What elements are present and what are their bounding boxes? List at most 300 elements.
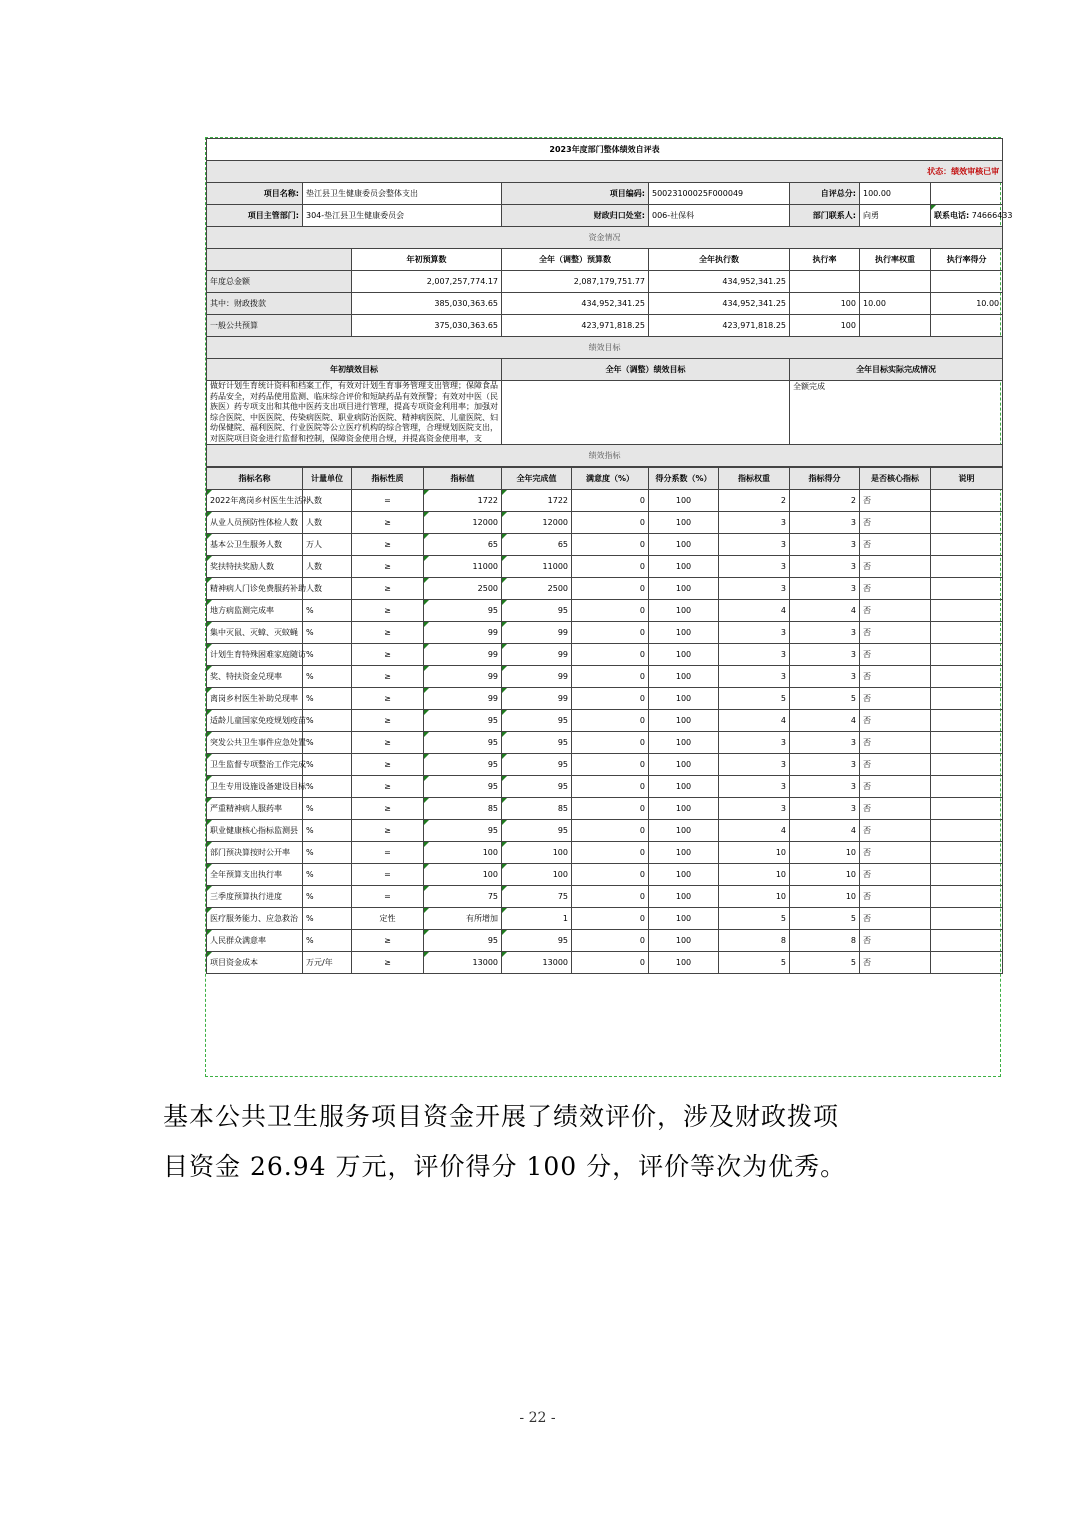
indicator-target-cell: 12000 [424,512,502,534]
indicator-actual-cell: 12000 [502,512,572,534]
indicator-nature-cell: ≥ [352,578,424,600]
indicator-nature-cell: ≥ [352,798,424,820]
indicator-name-cell: 人民群众满意率 [207,930,303,952]
indicator-nature-cell: ≥ [352,930,424,952]
indicator-weight-cell: 3 [719,798,790,820]
indicator-nature-cell: ≥ [352,666,424,688]
indicator-name-cell: 突发公共卫生事件应急处置 [207,732,303,754]
indicator-unit-cell: % [303,798,352,820]
indicator-note-cell [931,754,1003,776]
indicator-sat-cell: 0 [572,622,649,644]
funds-header: 执行率权重 [860,249,931,271]
indicator-score-cell: 5 [790,688,860,710]
indicators-body [207,490,1003,974]
indicator-core-cell: 否 [860,622,931,644]
indicator-core-cell: 否 [860,710,931,732]
indicator-actual-cell: 99 [502,644,572,666]
empty-cell [931,183,1003,205]
indicator-name-cell: 精神病人门诊免费服药补助 [207,578,303,600]
indicator-core-cell: 否 [860,798,931,820]
indicator-row [207,710,1003,732]
indicator-target-cell: 95 [424,600,502,622]
indicator-unit-cell: % [303,864,352,886]
self-score: 100.00 [860,183,931,205]
indicator-name-cell: 项目资金成本 [207,952,303,974]
indicator-name-cell: 卫生专用设施设备建设目标 [207,776,303,798]
indicator-target-cell: 有所增加 [424,908,502,930]
indicator-unit-cell: % [303,666,352,688]
indicator-score-cell: 3 [790,798,860,820]
indicator-coef-cell: 100 [649,820,719,842]
indicator-unit-cell: % [303,732,352,754]
indicator-weight-cell: 5 [719,952,790,974]
indicator-score-cell: 10 [790,864,860,886]
indicator-coef-cell: 100 [649,644,719,666]
indicator-name-cell: 部门预决算按时公开率 [207,842,303,864]
indicator-note-cell [931,798,1003,820]
indicator-weight-cell: 8 [719,930,790,952]
indicator-sat-cell: 0 [572,930,649,952]
indicator-unit-cell: % [303,644,352,666]
indicator-weight-cell: 10 [719,864,790,886]
indicator-score-cell: 3 [790,622,860,644]
indicator-name-cell: 离岗乡村医生补助兑现率 [207,688,303,710]
indicator-unit-cell: % [303,776,352,798]
indicator-row [207,908,1003,930]
indicator-nature-cell: ≥ [352,710,424,732]
indicator-actual-cell: 100 [502,864,572,886]
indicator-note-cell [931,930,1003,952]
indicator-row [207,842,1003,864]
indicator-note-cell [931,908,1003,930]
indicator-coef-cell: 100 [649,952,719,974]
indicator-weight-cell: 3 [719,578,790,600]
goals-section-title: 绩效目标 [207,337,1003,359]
indicator-note-cell [931,952,1003,974]
indicator-name-cell: 奖、特扶资金兑现率 [207,666,303,688]
indicator-row [207,622,1003,644]
indicator-score-cell: 2 [790,490,860,512]
indicator-actual-cell: 95 [502,820,572,842]
indicator-note-cell [931,776,1003,798]
indicator-row [207,490,1003,512]
goals-header: 年初绩效目标 [207,359,502,381]
indicator-row [207,600,1003,622]
indicator-coef-cell: 100 [649,666,719,688]
indicator-name-cell: 奖扶特扶奖励人数 [207,556,303,578]
indicator-core-cell: 否 [860,864,931,886]
indicator-header-cell: 指标权重 [719,468,790,490]
indicator-nature-cell: ≥ [352,512,424,534]
indicator-row [207,688,1003,710]
indicator-note-cell [931,710,1003,732]
indicator-sat-cell: 0 [572,600,649,622]
indicator-weight-cell: 5 [719,688,790,710]
indicator-nature-cell: ≥ [352,644,424,666]
indicator-core-cell: 否 [860,666,931,688]
indicator-weight-cell: 4 [719,710,790,732]
page-number: - 22 - [519,1410,556,1426]
indicator-coef-cell: 100 [649,908,719,930]
funds-header: 执行率 [790,249,860,271]
office-label: 财政归口处室: [502,205,649,227]
indicator-sat-cell: 0 [572,732,649,754]
indicator-note-cell [931,864,1003,886]
office: 006-社保科 [649,205,790,227]
indicator-target-cell: 95 [424,930,502,952]
indicator-name-cell: 从业人员预防性体检人数 [207,512,303,534]
indicator-note-cell [931,622,1003,644]
indicator-note-cell [931,534,1003,556]
indicator-score-cell: 5 [790,952,860,974]
indicator-note-cell [931,688,1003,710]
indicator-sat-cell: 0 [572,776,649,798]
indicator-nature-cell: = [352,490,424,512]
indicator-core-cell: 否 [860,776,931,798]
indicator-target-cell: 13000 [424,952,502,974]
phone-cell: 联系电话: 74666433 [931,205,1003,227]
indicator-actual-cell: 85 [502,798,572,820]
project-name: 垫江县卫生健康委员会整体支出 [303,183,502,205]
self-score-label: 自评总分: [790,183,860,205]
indicator-actual-cell: 11000 [502,556,572,578]
indicator-score-cell: 3 [790,666,860,688]
indicator-actual-cell: 99 [502,688,572,710]
indicator-header-cell: 全年完成值 [502,468,572,490]
indicator-weight-cell: 4 [719,820,790,842]
indicator-name-cell: 基本公卫生服务人数 [207,534,303,556]
indicator-sat-cell: 0 [572,842,649,864]
indicator-sat-cell: 0 [572,556,649,578]
indicator-coef-cell: 100 [649,688,719,710]
indicator-header-cell: 指标性质 [352,468,424,490]
indicator-target-cell: 11000 [424,556,502,578]
indicator-row [207,952,1003,974]
indicator-core-cell: 否 [860,842,931,864]
indicator-core-cell: 否 [860,886,931,908]
indicator-unit-cell: % [303,842,352,864]
indicator-nature-cell: ≥ [352,952,424,974]
indicator-score-cell: 3 [790,754,860,776]
status-text: 状态：绩效审核已审 [207,161,1003,183]
summary-line: 目资金 26.94 万元，评价得分 100 分，评价等次为优秀。 [163,1152,847,1181]
indicator-nature-cell: ≥ [352,820,424,842]
indicator-sat-cell: 0 [572,886,649,908]
indicator-coef-cell: 100 [649,600,719,622]
indicator-core-cell: 否 [860,820,931,842]
indicator-weight-cell: 3 [719,512,790,534]
indicator-target-cell: 99 [424,688,502,710]
indicator-nature-cell: ≥ [352,688,424,710]
indicator-unit-cell: % [303,622,352,644]
indicator-core-cell: 否 [860,952,931,974]
indicator-coef-cell: 100 [649,798,719,820]
indicator-name-cell: 计划生育特殊困难家庭随访 [207,644,303,666]
indicator-core-cell: 否 [860,600,931,622]
indicator-nature-cell: ≥ [352,754,424,776]
indicator-unit-cell: % [303,600,352,622]
indicator-header-cell: 计量单位 [303,468,352,490]
indicator-header-cell: 指标名称 [207,468,303,490]
indicator-target-cell: 95 [424,820,502,842]
indicator-coef-cell: 100 [649,556,719,578]
indicator-note-cell [931,732,1003,754]
indicator-sat-cell: 0 [572,688,649,710]
indicator-nature-cell: ≥ [352,732,424,754]
indicator-unit-cell: 人数 [303,578,352,600]
indicator-target-cell: 99 [424,666,502,688]
indicator-sat-cell: 0 [572,666,649,688]
project-code-label: 项目编码: [502,183,649,205]
indicator-score-cell: 10 [790,842,860,864]
indicator-coef-cell: 100 [649,534,719,556]
indicator-row [207,578,1003,600]
indicator-note-cell [931,842,1003,864]
indicator-name-cell: 集中灭鼠、灭蟑、灭蚊蝇 [207,622,303,644]
indicator-actual-cell: 1 [502,908,572,930]
indicator-weight-cell: 3 [719,644,790,666]
indicator-score-cell: 8 [790,930,860,952]
indicator-header-cell: 满意度（%） [572,468,649,490]
indicator-name-cell: 严重精神病人服药率 [207,798,303,820]
indicator-coef-cell: 100 [649,512,719,534]
project-name-label: 项目名称: [207,183,303,205]
indicator-actual-cell: 75 [502,886,572,908]
indicator-actual-cell: 95 [502,710,572,732]
indicator-nature-cell: ≥ [352,534,424,556]
indicator-weight-cell: 3 [719,622,790,644]
indicator-name-cell: 卫生监督专项整治工作完成 [207,754,303,776]
indicator-nature-cell: ≥ [352,600,424,622]
indicator-score-cell: 3 [790,732,860,754]
indicator-nature-cell: 定性 [352,908,424,930]
indicator-unit-cell: % [303,688,352,710]
indicator-name-cell: 地方病监测完成率 [207,600,303,622]
indicator-unit-cell: 万人 [303,534,352,556]
indicator-actual-cell: 95 [502,776,572,798]
indicator-nature-cell: = [352,842,424,864]
indicator-weight-cell: 10 [719,886,790,908]
indicator-score-cell: 4 [790,820,860,842]
indicator-note-cell [931,644,1003,666]
indicator-actual-cell: 100 [502,842,572,864]
indicator-unit-cell: % [303,710,352,732]
indicator-weight-cell: 3 [719,732,790,754]
indicator-target-cell: 95 [424,710,502,732]
goal-actual: 全额完成 [790,381,1003,445]
funds-section-title: 资金情况 [207,227,1003,249]
indicator-target-cell: 65 [424,534,502,556]
indicator-sat-cell: 0 [572,512,649,534]
indicator-target-cell: 95 [424,732,502,754]
funds-header-blank [207,249,352,271]
indicator-target-cell: 75 [424,886,502,908]
indicator-header-cell: 指标得分 [790,468,860,490]
project-code: 50023100025F000049 [649,183,790,205]
indicator-actual-cell: 13000 [502,952,572,974]
indicator-coef-cell: 100 [649,732,719,754]
indicator-note-cell [931,886,1003,908]
indicator-coef-cell: 100 [649,578,719,600]
indicator-core-cell: 否 [860,754,931,776]
indicator-nature-cell: ≥ [352,556,424,578]
indicator-target-cell: 99 [424,644,502,666]
indicator-coef-cell: 100 [649,864,719,886]
indicator-row [207,732,1003,754]
summary-paragraph [163,1092,923,1192]
indicator-unit-cell: % [303,754,352,776]
indicator-row [207,776,1003,798]
indicator-weight-cell: 3 [719,776,790,798]
funds-row: 一般公共预算 375,030,363.65 423,971,818.25 423,971,818.25 100 [207,315,1003,337]
indicator-weight-cell: 3 [719,666,790,688]
goal-initial: 做好计划生育统计资料和档案工作，有效对计划生育事务管理支出管理；保障食品药品安全，对药品使用监测、临床综合评价和短缺药品有效预警；有效对中医（民族医）药专项支出和其他中医药支出项目进行管理，提高专项资金利用率；加强对综合医院、中医医院、传染病医院、职业病防治医院、精神病医院、儿童医院、妇幼保健院、福利医院、行业医院等公立医疗机构的综合管理，合理规划医院支出，对医院项目资金进行监督和控制，保障资金使用合规，并提高资金使用率，支 [207,381,502,445]
indicator-weight-cell: 10 [719,842,790,864]
indicator-note-cell [931,490,1003,512]
indicator-sat-cell: 0 [572,952,649,974]
indicator-weight-cell: 3 [719,754,790,776]
goal-adjusted [502,381,790,445]
indicator-unit-cell: 万元/年 [303,952,352,974]
indicator-coef-cell: 100 [649,776,719,798]
indicator-actual-cell: 95 [502,600,572,622]
indicator-weight-cell: 3 [719,534,790,556]
indicator-coef-cell: 100 [649,886,719,908]
indicator-note-cell [931,512,1003,534]
indicator-score-cell: 5 [790,908,860,930]
indicator-sat-cell: 0 [572,710,649,732]
funds-header: 执行率得分 [931,249,1003,271]
indicator-sat-cell: 0 [572,864,649,886]
indicator-row [207,534,1003,556]
indicator-actual-cell: 95 [502,732,572,754]
funds-header: 全年（调整）预算数 [502,249,649,271]
contact: 向勇 [860,205,931,227]
dept-label: 项目主管部门: [207,205,303,227]
indicator-coef-cell: 100 [649,754,719,776]
indicator-note-cell [931,578,1003,600]
indicator-score-cell: 4 [790,600,860,622]
indicator-header-cell: 是否核心指标 [860,468,931,490]
indicator-score-cell: 3 [790,512,860,534]
contact-label: 部门联系人: [790,205,860,227]
indicator-weight-cell: 5 [719,908,790,930]
indicator-coef-cell: 100 [649,622,719,644]
indicator-core-cell: 否 [860,578,931,600]
indicators-header-row [207,468,1003,490]
indicator-row [207,798,1003,820]
indicator-row [207,930,1003,952]
indicator-score-cell: 3 [790,578,860,600]
indicator-name-cell: 职业健康核心指标监测县 [207,820,303,842]
goals-header: 全年目标实际完成情况 [790,359,1003,381]
indicator-score-cell: 4 [790,710,860,732]
indicator-note-cell [931,666,1003,688]
funds-header: 全年执行数 [649,249,790,271]
indicator-core-cell: 否 [860,908,931,930]
indicator-actual-cell: 99 [502,622,572,644]
indicator-target-cell: 2500 [424,578,502,600]
indicator-core-cell: 否 [860,688,931,710]
indicator-score-cell: 3 [790,556,860,578]
indicator-score-cell: 10 [790,886,860,908]
indicator-target-cell: 100 [424,864,502,886]
indicator-header-cell: 得分系数（%） [649,468,719,490]
indicator-nature-cell: ≥ [352,776,424,798]
indicator-row [207,512,1003,534]
funds-row: 其中：财政拨款 385,030,363.65 434,952,341.25 434,952,341.25 100 10.00 10.00 [207,293,1003,315]
indicator-target-cell: 99 [424,622,502,644]
indicator-unit-cell: % [303,820,352,842]
funds-header: 年初预算数 [352,249,502,271]
indicator-name-cell: 三季度预算执行进度 [207,886,303,908]
indicator-actual-cell: 99 [502,666,572,688]
indicator-target-cell: 100 [424,842,502,864]
summary-line: 基本公共卫生服务项目资金开展了绩效评价，涉及财政拨项 [163,1102,840,1131]
indicator-score-cell: 3 [790,776,860,798]
indicator-note-cell [931,556,1003,578]
indicator-sat-cell: 0 [572,578,649,600]
indicator-sat-cell: 0 [572,490,649,512]
indicator-unit-cell: 人数 [303,512,352,534]
indicator-core-cell: 否 [860,644,931,666]
indicator-nature-cell: = [352,886,424,908]
indicator-core-cell: 否 [860,490,931,512]
indicator-row [207,820,1003,842]
indicator-core-cell: 否 [860,732,931,754]
sheet-title: 2023年度部门整体绩效自评表 [207,139,1003,161]
indicator-header-cell: 指标值 [424,468,502,490]
indicator-actual-cell: 95 [502,930,572,952]
indicator-core-cell: 否 [860,930,931,952]
indicator-unit-cell: % [303,908,352,930]
indicator-sat-cell: 0 [572,908,649,930]
indicator-sat-cell: 0 [572,534,649,556]
indicator-actual-cell: 65 [502,534,572,556]
indicator-nature-cell: = [352,864,424,886]
indicator-row [207,754,1003,776]
indicator-header-cell: 说明 [931,468,1003,490]
indicators-section-title: 绩效指标 [207,445,1003,467]
indicator-target-cell: 85 [424,798,502,820]
indicators-table [206,467,1003,974]
indicator-unit-cell: % [303,886,352,908]
indicator-sat-cell: 0 [572,798,649,820]
indicator-core-cell: 否 [860,534,931,556]
indicator-note-cell [931,820,1003,842]
indicator-row [207,864,1003,886]
funds-row: 年度总金额 2,007,257,774.17 2,087,179,751.77 434,952,341.25 [207,271,1003,293]
indicator-core-cell: 否 [860,556,931,578]
indicator-score-cell: 3 [790,534,860,556]
indicator-row [207,644,1003,666]
indicator-row [207,556,1003,578]
indicator-name-cell: 全年预算支出执行率 [207,864,303,886]
indicator-note-cell [931,600,1003,622]
indicator-unit-cell: 人数 [303,556,352,578]
indicator-nature-cell: ≥ [352,622,424,644]
indicator-sat-cell: 0 [572,820,649,842]
indicator-actual-cell: 2500 [502,578,572,600]
indicator-row [207,886,1003,908]
indicator-target-cell: 1722 [424,490,502,512]
header-table [206,138,1013,467]
indicator-sat-cell: 0 [572,644,649,666]
indicator-unit-cell: 人数 [303,490,352,512]
goals-header: 全年（调整）绩效目标 [502,359,790,381]
indicator-target-cell: 95 [424,776,502,798]
indicator-target-cell: 95 [424,754,502,776]
